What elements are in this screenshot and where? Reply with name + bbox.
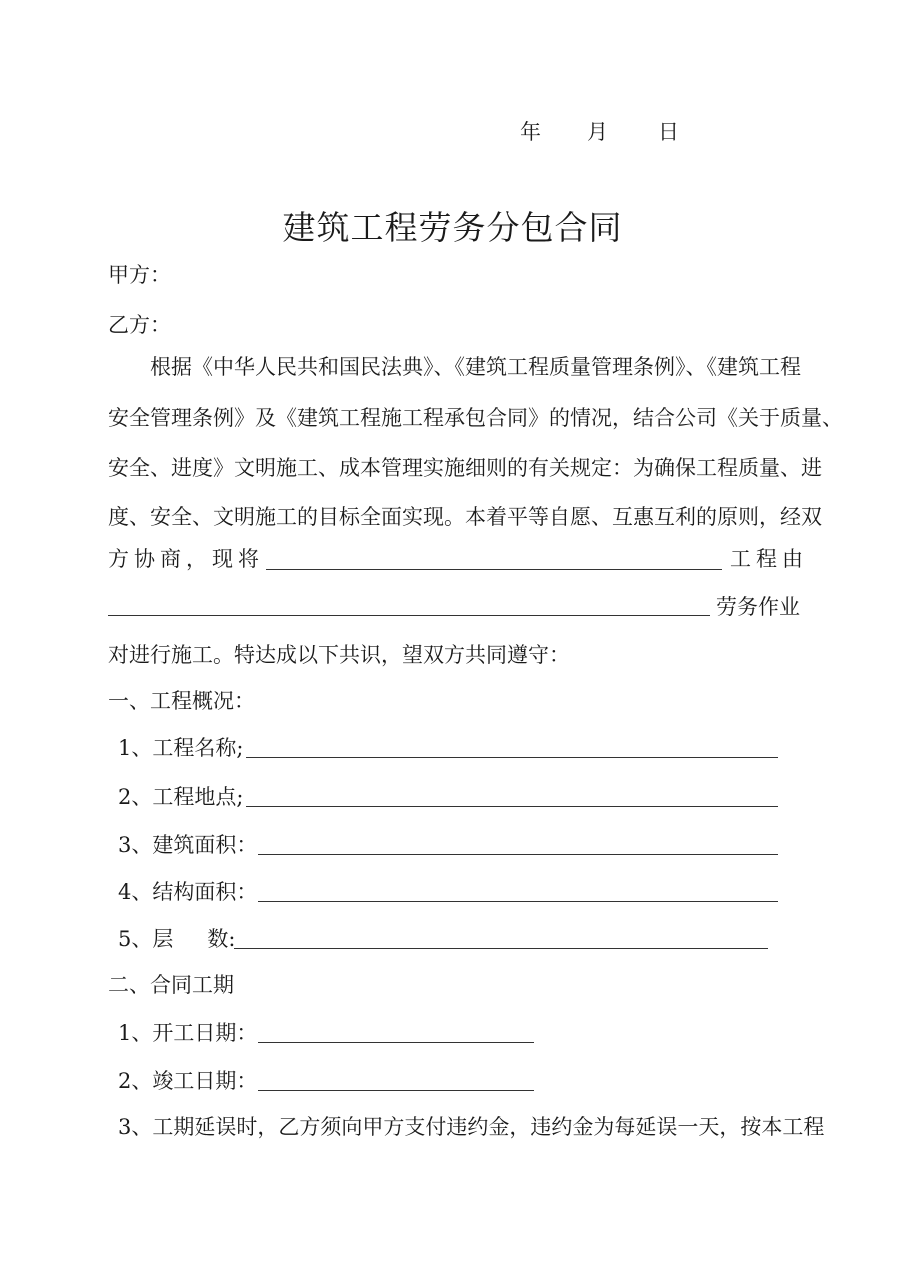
start-date-field[interactable] [258, 1022, 534, 1043]
subcontractor-blank[interactable] [108, 595, 710, 616]
floors-label-a: 5、层 [118, 927, 174, 951]
section-2-heading: 二、合同工期 [108, 973, 234, 997]
preamble-line-6-suffix: 劳务作业 [716, 595, 800, 619]
date-year-label: 年 [520, 120, 541, 144]
date-month-label: 月 [587, 120, 608, 144]
preamble-line-7: 对进行施工。特达成以下共识，望双方共同遵守： [108, 643, 570, 667]
date-line [520, 117, 679, 147]
preamble-line-5-suffix: 工程由 [730, 547, 808, 571]
preamble-line-3: 安全、进度》文明施工、成本管理实施细则的有关规定：为确保工程质量、进 [108, 456, 822, 480]
preamble-line-5-prefix: 方协商，现将 [108, 547, 264, 571]
item-completion-date-label: 2、竣工日期： [118, 1069, 258, 1093]
item-building-area-label: 3、建筑面积： [118, 833, 258, 857]
item-floors-label [118, 924, 235, 954]
preamble-line-1: 根据《中华人民共和国民法典》、《建筑工程质量管理条例》、《建筑工程 [150, 355, 801, 379]
preamble-line-2: 安全管理条例》及《建筑工程施工程承包合同》的情况，结合公司《关于质量、 [108, 406, 843, 430]
document-title: 建筑工程劳务分包合同 [282, 208, 623, 247]
item-structure-area-label: 4、结构面积： [118, 880, 258, 904]
date-day-label: 日 [658, 120, 679, 144]
party-a-label: 甲方： [108, 263, 171, 287]
section-1-heading: 一、工程概况： [108, 689, 255, 713]
item-project-name-label: 1、工程名称; [118, 736, 244, 760]
item-project-location-label: 2、工程地点; [118, 785, 244, 809]
clause-delay-penalty: 3、工期延误时，乙方须向甲方支付违约金，违约金为每延误一天，按本工程 [118, 1115, 825, 1139]
party-b-label: 乙方： [108, 313, 171, 337]
completion-date-field[interactable] [258, 1070, 534, 1091]
structure-area-field[interactable] [258, 881, 778, 902]
floors-label-b: 数: [207, 927, 236, 951]
project-name-field[interactable] [246, 737, 778, 758]
building-area-field[interactable] [258, 834, 778, 855]
preamble-line-4: 度、安全、文明施工的目标全面实现。本着平等自愿、互惠互利的原则，经双 [108, 505, 822, 529]
item-start-date-label: 1、开工日期： [118, 1021, 258, 1045]
project-name-blank[interactable] [266, 549, 722, 570]
project-location-field[interactable] [246, 786, 778, 807]
floors-field[interactable] [234, 928, 768, 949]
